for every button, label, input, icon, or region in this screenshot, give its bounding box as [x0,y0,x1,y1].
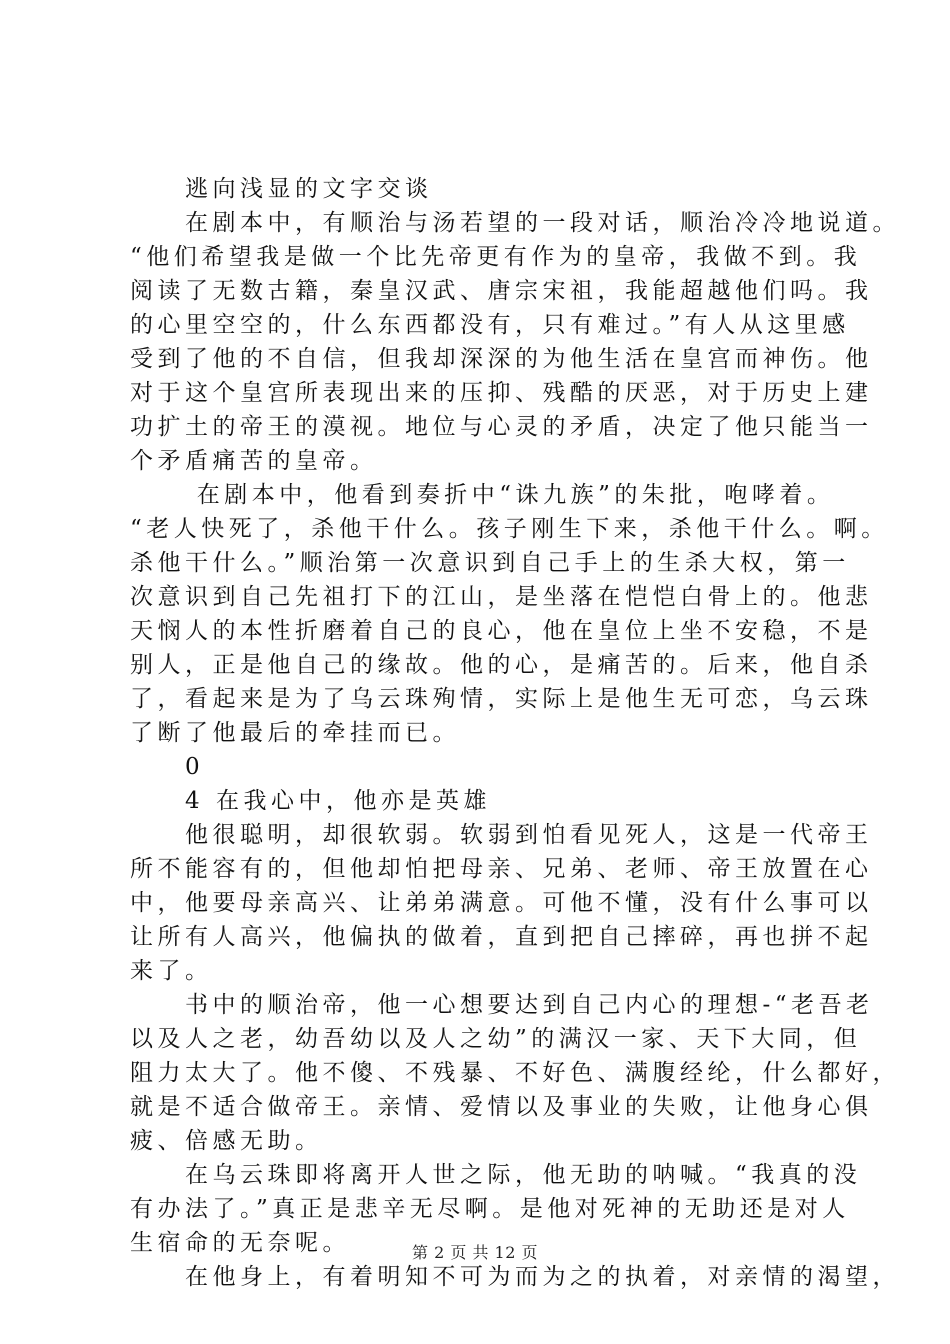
text-line: 天悯人的本性折磨着自己的良心，他在皇位上坐不安稳，不是 [130,618,873,644]
text-line: 个矛盾痛苦的皇帝。 [130,448,378,474]
text-line: 对于这个皇宫所表现出来的压抑、残酷的厌恶，对于历史上建 [130,380,873,406]
text-line: 在乌云珠即将离开人世之际，他无助的呐喊。“我真的没 [130,1162,862,1188]
section-heading: 4 在我心中，他亦是英雄 [130,788,491,814]
text-line: 疲、倍感无助。 [130,1128,323,1154]
text-line: 受到了他的不自信，但我却深深的为他生活在皇宫而神伤。他 [130,346,873,372]
text-line: 功扩土的帝王的漠视。地位与心灵的矛盾，决定了他只能当一 [130,414,873,440]
text-line: 阻力太大了。他不傻、不残暴、不好色、满腹经纶，什么都好， [130,1060,900,1086]
text-line: 了，看起来是为了乌云珠殉情，实际上是他生无可恋，乌云珠 [130,686,873,712]
text-line: 中，他要母亲高兴、让弟弟满意。可他不懂，没有什么事可以 [130,890,873,916]
text-line: 就是不适合做帝王。亲情、爱情以及事业的失败，让他身心俱 [130,1094,873,1120]
text-line: 在剧本中，他看到奏折中“诛九族”的朱批，咆哮着。 [130,482,835,508]
text-line: 以及人之老，幼吾幼以及人之幼”的满汉一家、天下大同，但 [130,1026,862,1052]
text-line: 书中的顺治帝，他一心想要达到自己内心的理想-“老吾老 [130,992,874,1018]
text-line: 杀他干什么。”顺治第一次意识到自己手上的生杀大权，第一 [130,550,850,576]
text-line: 让所有人高兴，他偏执的做着，直到把自己摔碎，再也拼不起 [130,924,873,950]
text-line: 来了。 [130,958,213,984]
text-line: 了断了他最后的牵挂而已。 [130,720,460,746]
text-line: 生宿命的无奈呢。 [130,1230,350,1256]
text-line: 所不能容有的，但他却怕把母亲、兄弟、老师、帝王放置在心 [130,856,873,882]
text-line: 别人，正是他自己的缘故。他的心，是痛苦的。后来，他自杀 [130,652,873,678]
text-line: 在剧本中，有顺治与汤若望的一段对话，顺治冷冷地说道。 [130,210,900,236]
text-line: 在他身上，有着明知不可为而为之的执着，对亲情的渴望， [130,1264,900,1290]
page-number-footer: 第 2 页 共 12 页 [412,1243,538,1262]
text-line: “老人快死了，杀他干什么。孩子刚生下来，杀他干什么。啊。 [130,516,889,542]
text-line: 的心里空空的，什么东西都没有，只有难过。”有人从这里感 [130,312,850,338]
text-line: 有办法了。”真正是悲辛无尽啊。是他对死神的无助还是对人 [130,1196,850,1222]
text-line: 逃向浅显的文字交谈 [130,176,433,202]
text-line: 阅读了无数古籍，秦皇汉武、唐宗宋祖，我能超越他们吗。我 [130,278,873,304]
text-line: “他们希望我是做一个比先帝更有作为的皇帝，我做不到。我 [130,244,862,270]
document-body [130,172,900,1294]
text-line: 0 [130,754,205,780]
text-line: 他很聪明，却很软弱。软弱到怕看见死人，这是一代帝王 [130,822,873,848]
text-line: 次意识到自己先祖打下的江山，是坐落在恺恺白骨上的。他悲 [130,584,873,610]
